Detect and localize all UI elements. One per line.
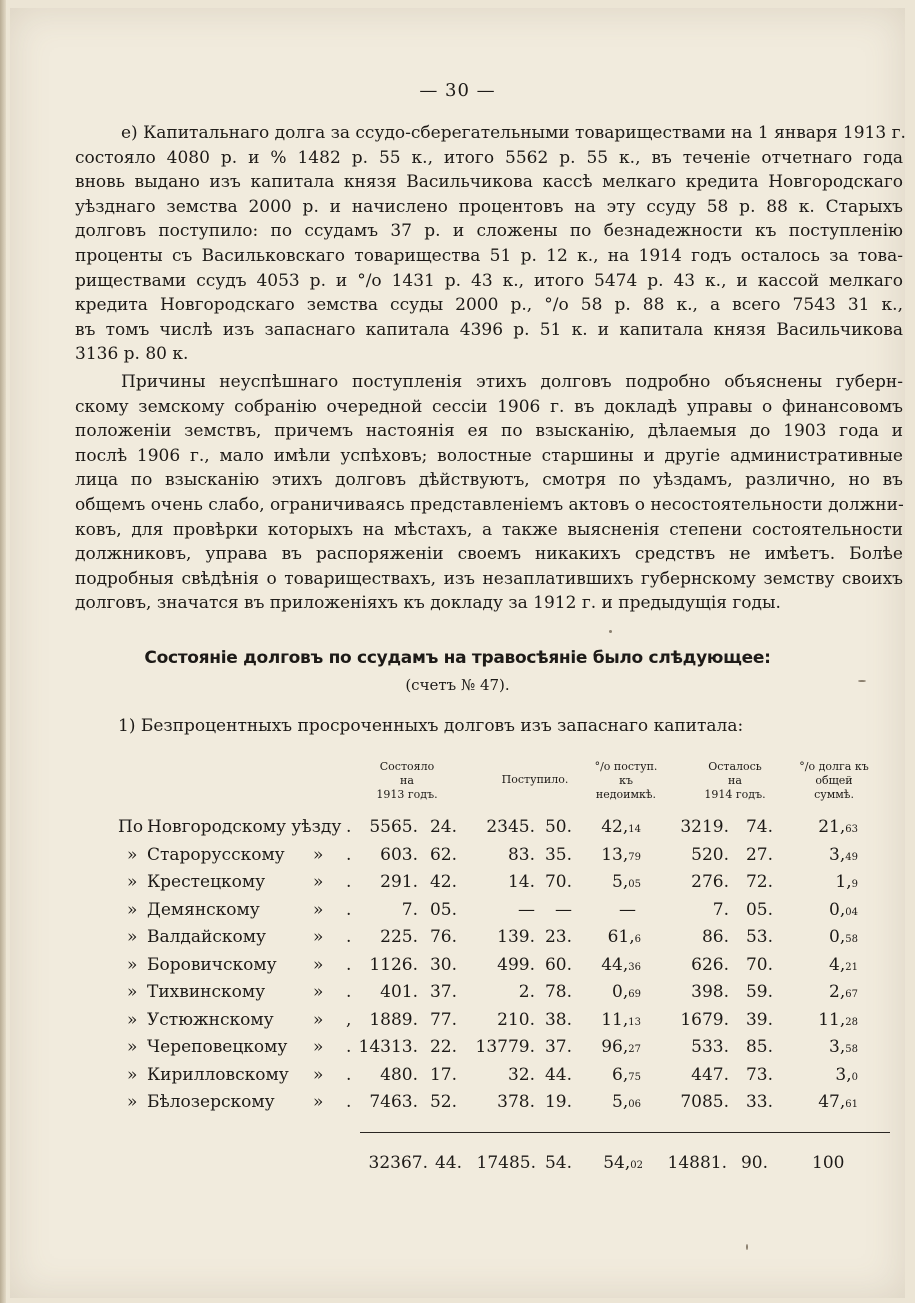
- district-name: Устюжнскому: [147, 1010, 274, 1030]
- cell-1913-rubles: 401.: [380, 982, 418, 1002]
- row-dot: .: [346, 982, 352, 1002]
- row-ditto-prefix: »: [127, 982, 138, 1002]
- row-ditto-prefix: »: [127, 1065, 138, 1085]
- paragraph2-line: послѣ 1906 г., мало имѣли успѣховъ; волостные старшины и другіе административные: [75, 445, 903, 466]
- district-name: Бѣлозерскому: [147, 1092, 275, 1112]
- row-dot: ,: [346, 1010, 352, 1030]
- cell-1914-rubles: 520.: [691, 845, 729, 865]
- ditto-mark: »: [313, 982, 324, 1002]
- paragraph1-line: е) Капитальнаго долга за ссудо-сберегательными товариществами на 1 января 1913 г.: [121, 123, 906, 143]
- column-header-line: 1914 годъ.: [704, 788, 766, 801]
- ditto-mark: »: [313, 955, 324, 975]
- totals-line: [0, 1153, 915, 1179]
- share-frac: 28: [845, 1017, 858, 1028]
- share-int: 47,: [818, 1092, 846, 1112]
- share-frac: 04: [845, 907, 858, 918]
- column-header-line: °/о долга къ: [799, 760, 869, 773]
- pct-frac: 79: [628, 852, 641, 863]
- table-row: [0, 1037, 915, 1063]
- column-header-line: Осталось: [708, 760, 762, 773]
- paragraph1-line: 3136 р. 80 к.: [75, 344, 189, 365]
- cell-received-rubles: 13779.: [475, 1037, 535, 1057]
- paragraph2-line: ковъ, для провѣрки которыхъ на мѣстахъ, а также выясненія степени состоятельности: [75, 519, 903, 540]
- cell-share: [800, 1037, 858, 1057]
- column-header-line: Поступило.: [501, 773, 569, 786]
- cell-1914-kopecks: 39.: [745, 1010, 773, 1030]
- district-name: Новгородскому уѣзду: [147, 817, 342, 837]
- share-int: 2,: [829, 982, 846, 1002]
- paragraph1-line: проценты съ Васильковскаго товарищества 51 р. 12 к., на 1914 годъ осталось за това-: [75, 245, 903, 266]
- cell-1913-rubles: 603.: [380, 845, 418, 865]
- cell-share: [800, 955, 858, 975]
- cell-share: [800, 1010, 858, 1030]
- cell-1914-rubles: 7.: [712, 900, 729, 920]
- district-name: Демянскому: [147, 900, 260, 920]
- cell-1914-kopecks: 33.: [745, 1092, 773, 1112]
- row-dot: .: [346, 900, 352, 920]
- row-dot: .: [346, 872, 352, 892]
- cell-received-rubles: 2345.: [486, 817, 535, 837]
- table-row: [0, 1092, 915, 1118]
- cell-pct-received: [612, 982, 641, 1002]
- row-ditto-prefix: »: [127, 845, 138, 865]
- share-frac: 49: [845, 852, 858, 863]
- row-prefix: По: [118, 817, 144, 837]
- share-int: 1,: [835, 872, 852, 892]
- row-ditto-prefix: »: [127, 872, 138, 892]
- table-row: [0, 872, 915, 898]
- column-header-line: къ: [619, 774, 633, 787]
- cell-received-kopecks: 70.: [544, 872, 572, 892]
- paragraph-capital-debt: [75, 121, 906, 367]
- cell-1913-kopecks: 05.: [429, 900, 457, 920]
- table-row: [0, 1010, 915, 1036]
- share-frac: 9: [851, 879, 858, 890]
- paragraph2-line: подробныя свѣдѣнія о товариществахъ, изъ незаплатившихъ губернскому земству своихъ: [75, 568, 903, 589]
- cell-pct-received: [601, 1010, 641, 1030]
- cell-share: [800, 1092, 858, 1112]
- pct-frac: 36: [628, 962, 641, 973]
- pct-int: 42,: [601, 817, 629, 837]
- column-header-line: °/о поступ.: [594, 760, 658, 773]
- cell-received-kopecks: 78.: [544, 982, 572, 1002]
- ditto-mark: »: [313, 1037, 324, 1057]
- cell-pct-received: [612, 1065, 641, 1085]
- cell-received-kopecks: 38.: [544, 1010, 572, 1030]
- cell-share: [800, 900, 858, 920]
- district-name: Боровичскому: [147, 955, 277, 975]
- cell-1914-kopecks: 70.: [745, 955, 773, 975]
- total-1914-rubles: 14881.: [667, 1153, 727, 1173]
- paragraph1-line: кредита Новгородскаго земства ссуды 2000 р., °/о 58 р. 88 к., а всего 7543 31 к.,: [75, 295, 903, 316]
- share-int: 11,: [818, 1010, 846, 1030]
- cell-1913-kopecks: 24.: [429, 817, 457, 837]
- pct-int: 6,: [612, 1065, 629, 1085]
- row-dot: .: [346, 927, 352, 947]
- row-ditto-prefix: »: [127, 1092, 138, 1112]
- cell-1913-rubles: 14313.: [358, 1037, 418, 1057]
- cell-received-kopecks: 35.: [544, 845, 572, 865]
- cell-received-rubles: 32.: [507, 1065, 535, 1085]
- cell-1913-kopecks: 52.: [429, 1092, 457, 1112]
- ditto-mark: »: [313, 900, 324, 920]
- paragraph2-line: общемъ очень слабо, ограничиваясь представленіемъ актовъ о несостоятельности должни-: [75, 494, 904, 515]
- paper-speck: [858, 680, 866, 682]
- row-dot: .: [346, 817, 352, 837]
- table-row: [0, 982, 915, 1008]
- row-ditto-prefix: »: [127, 955, 138, 975]
- cell-received-rubles: 2.: [518, 982, 535, 1002]
- table-row: [0, 817, 915, 843]
- section-heading: 1) Безпроцентныхъ просроченныхъ долговъ изъ запаснаго капитала:: [118, 716, 744, 736]
- share-int: 3,: [829, 845, 846, 865]
- paper-speck: [609, 630, 612, 633]
- column-header: [786, 760, 882, 802]
- cell-received-rubles: 378.: [497, 1092, 535, 1112]
- paragraph2-line: положеніи земствъ, причемъ настоянія ея по взысканію, дѣлаемыя до 1903 года и: [75, 421, 903, 442]
- pct-int: 44,: [601, 955, 629, 975]
- cell-pct-received: [601, 955, 641, 975]
- column-header-line: Состояло: [379, 760, 435, 773]
- row-dot: .: [346, 955, 352, 975]
- column-header: [694, 760, 776, 802]
- share-frac: 58: [845, 1044, 858, 1055]
- pct-frac: 69: [628, 989, 641, 1000]
- column-header-line: недоимкѣ.: [595, 788, 657, 801]
- cell-pct-received: [601, 845, 641, 865]
- district-name: Тихвинскому: [147, 982, 266, 1002]
- cell-received-kopecks: 37.: [544, 1037, 572, 1057]
- share-int: 0,: [829, 900, 846, 920]
- paragraph2-line: лица по взысканію этихъ долговъ дѣйствуютъ, смотря по уѣздамъ, различно, но въ: [75, 470, 903, 491]
- cell-1913-kopecks: 42.: [429, 872, 457, 892]
- column-header: [367, 760, 447, 802]
- paragraph1-line: состояло 4080 р. и % 1482 р. 55 к., итого 5562 р. 55 к., въ теченіе отчетнаго года: [75, 147, 903, 168]
- cell-pct-received: [608, 927, 641, 947]
- page-number: — 30 —: [419, 80, 496, 101]
- cell-received-kopecks: 23.: [544, 927, 572, 947]
- cell-pct-received: [612, 872, 641, 892]
- ditto-mark: »: [313, 1010, 324, 1030]
- cell-1913-rubles: 291.: [380, 872, 418, 892]
- share-frac: 67: [845, 989, 858, 1000]
- pct-int: 0,: [612, 982, 629, 1002]
- cell-1914-rubles: 447.: [691, 1065, 729, 1085]
- cell-share: [800, 872, 858, 892]
- total-received-rubles: 17485.: [476, 1153, 536, 1173]
- total-pct-received: [603, 1153, 643, 1173]
- cell-1913-kopecks: 22.: [429, 1037, 457, 1057]
- cell-1914-rubles: 398.: [691, 982, 729, 1002]
- district-name: Старорусскому: [147, 845, 285, 865]
- cell-pct-received: —: [619, 900, 636, 920]
- pct-frac: 05: [628, 879, 641, 890]
- paragraph2-line: скому земскому собранію очередной сессіи 1906 г. въ докладѣ управы о финансовомъ: [75, 396, 903, 417]
- ditto-mark: »: [313, 845, 324, 865]
- cell-received-kopecks: 50.: [544, 817, 572, 837]
- cell-received-kopecks: —: [555, 900, 572, 920]
- cell-1913-kopecks: 17.: [429, 1065, 457, 1085]
- cell-1914-kopecks: 59.: [745, 982, 773, 1002]
- district-name: Валдайскому: [147, 927, 266, 947]
- paragraph1-line: вновь выдано изъ капитала князя Васильчикова кассѣ мелкаго кредита Новгородскаго: [75, 172, 903, 193]
- ditto-mark: »: [313, 1092, 324, 1112]
- column-header-line: общей: [815, 774, 853, 787]
- cell-pct-received: [601, 817, 641, 837]
- cell-received-rubles: 83.: [507, 845, 535, 865]
- cell-share: [800, 927, 858, 947]
- cell-1913-rubles: 5565.: [369, 817, 418, 837]
- share-frac: 0: [851, 1072, 858, 1083]
- column-header: [490, 773, 580, 787]
- row-ditto-prefix: »: [127, 1037, 138, 1057]
- pct-int: 61,: [607, 927, 635, 947]
- row-ditto-prefix: »: [127, 1010, 138, 1030]
- share-frac: 61: [845, 1099, 858, 1110]
- cell-1914-rubles: 626.: [691, 955, 729, 975]
- cell-1914-kopecks: 73.: [745, 1065, 773, 1085]
- pct-int: 96,: [601, 1037, 629, 1057]
- pct-frac: 75: [628, 1072, 641, 1083]
- cell-1914-rubles: 3219.: [680, 817, 729, 837]
- paper-speck: [746, 1244, 748, 1250]
- table-row: [0, 845, 915, 871]
- column-header-line: на: [400, 774, 414, 787]
- cell-1913-rubles: 225.: [380, 927, 418, 947]
- cell-1913-kopecks: 77.: [429, 1010, 457, 1030]
- total-received-kopecks: 54.: [544, 1153, 572, 1173]
- column-header: [586, 760, 666, 802]
- paragraph1-line: уѣзднаго земства 2000 р. и начислено процентовъ на эту ссуду 58 р. 88 к. Старыхъ: [75, 196, 903, 217]
- cell-1914-rubles: 533.: [691, 1037, 729, 1057]
- pct-frac: 06: [628, 1099, 641, 1110]
- paragraph2-line: должниковъ, управа въ распоряженіи своемъ никакихъ средствъ не имѣетъ. Болѣе: [75, 544, 903, 565]
- cell-1914-rubles: 86.: [701, 927, 729, 947]
- total-share: 100: [812, 1153, 845, 1173]
- ditto-mark: »: [313, 1065, 324, 1085]
- cell-1914-kopecks: 85.: [745, 1037, 773, 1057]
- cell-received-rubles: 139.: [497, 927, 535, 947]
- column-header-line: суммѣ.: [814, 788, 854, 801]
- table-row: [0, 900, 915, 926]
- column-header-line: на: [728, 774, 742, 787]
- cell-1913-rubles: 1889.: [369, 1010, 418, 1030]
- paragraph2-line: Причины неуспѣшнаго поступленія этихъ долговъ подробно объяснены губерн-: [121, 372, 903, 392]
- cell-1913-rubles: 480.: [380, 1065, 418, 1085]
- cell-received-rubles: 499.: [497, 955, 535, 975]
- pct-int: 5,: [612, 872, 629, 892]
- share-frac: 58: [845, 934, 858, 945]
- ditto-mark: »: [313, 927, 324, 947]
- pct-int: 5,: [612, 1092, 629, 1112]
- table-title: Состояніе долговъ по ссудамъ на травосѣяніе было слѣдующее:: [144, 648, 771, 668]
- row-dot: .: [346, 1037, 352, 1057]
- cell-1913-rubles: 7463.: [369, 1092, 418, 1112]
- table-subtitle: (счетъ № 47).: [405, 676, 510, 694]
- column-header-line: 1913 годъ.: [376, 788, 438, 801]
- cell-1913-rubles: 7.: [401, 900, 418, 920]
- cell-received-kopecks: 19.: [544, 1092, 572, 1112]
- total-1914-kopecks: 90.: [740, 1153, 768, 1173]
- cell-1913-kopecks: 76.: [429, 927, 457, 947]
- table-row: [0, 955, 915, 981]
- cell-1914-kopecks: 53.: [745, 927, 773, 947]
- cell-1913-kopecks: 37.: [429, 982, 457, 1002]
- cell-1914-rubles: 7085.: [680, 1092, 729, 1112]
- paragraph1-line: долговъ поступило: по ссудамъ 37 р. и сложены по безнадежности къ поступленію: [75, 221, 903, 242]
- cell-1913-rubles: 1126.: [369, 955, 418, 975]
- ditto-mark: »: [313, 872, 324, 892]
- pct-frac: 14: [628, 824, 641, 835]
- pct-int: 11,: [601, 1010, 629, 1030]
- cell-received-kopecks: 44.: [544, 1065, 572, 1085]
- row-ditto-prefix: »: [127, 900, 138, 920]
- cell-share: [800, 982, 858, 1002]
- paragraph-causes: [75, 370, 903, 616]
- cell-received-kopecks: 60.: [544, 955, 572, 975]
- pct-frac: 13: [628, 1017, 641, 1028]
- share-int: 21,: [818, 817, 846, 837]
- total-rule: [360, 1132, 890, 1133]
- pct-frac: 27: [628, 1044, 641, 1055]
- table-row: [0, 927, 915, 953]
- cell-received-rubles: 14.: [507, 872, 535, 892]
- cell-1914-kopecks: 74.: [745, 817, 773, 837]
- total-1913-kopecks: 44.: [434, 1153, 462, 1173]
- cell-1914-kopecks: 05.: [745, 900, 773, 920]
- share-int: 3,: [835, 1065, 852, 1085]
- cell-share: [800, 817, 858, 837]
- paragraph1-line: въ томъ числѣ изъ запаснаго капитала 4396 р. 51 к. и капитала князя Васильчикова: [75, 319, 903, 340]
- table-row: [0, 1065, 915, 1091]
- cell-received-rubles: —: [518, 900, 535, 920]
- row-ditto-prefix: »: [127, 927, 138, 947]
- paragraph2-line: долговъ, значатся въ приложеніяхъ къ докладу за 1912 г. и предыдущія годы.: [75, 593, 781, 614]
- total-1913-rubles: 32367.: [368, 1153, 428, 1173]
- pct-frac: 6: [634, 934, 641, 945]
- paragraph1-line: риществами ссудъ 4053 р. и °/о 1431 р. 43 к., итого 5474 р. 43 к., и кассой мелкаго: [75, 270, 903, 291]
- pct-int: 13,: [601, 845, 629, 865]
- pct-frac: 02: [630, 1160, 643, 1171]
- cell-share: [800, 845, 858, 865]
- cell-1914-rubles: 1679.: [680, 1010, 729, 1030]
- cell-1914-kopecks: 27.: [745, 845, 773, 865]
- cell-received-rubles: 210.: [497, 1010, 535, 1030]
- cell-share: [800, 1065, 858, 1085]
- share-int: 3,: [829, 1037, 846, 1057]
- cell-1914-rubles: 276.: [691, 872, 729, 892]
- district-name: Череповецкому: [147, 1037, 288, 1057]
- cell-1914-kopecks: 72.: [745, 872, 773, 892]
- row-dot: .: [346, 845, 352, 865]
- cell-1913-kopecks: 62.: [429, 845, 457, 865]
- row-dot: .: [346, 1092, 352, 1112]
- share-frac: 21: [845, 962, 858, 973]
- district-name: Кирилловскому: [147, 1065, 289, 1085]
- row-dot: .: [346, 1065, 352, 1085]
- cell-1913-kopecks: 30.: [429, 955, 457, 975]
- share-frac: 63: [845, 824, 858, 835]
- cell-pct-received: [612, 1092, 641, 1112]
- share-int: 0,: [829, 927, 846, 947]
- district-name: Крестецкому: [147, 872, 266, 892]
- pct-int: 54,: [603, 1153, 631, 1173]
- share-int: 4,: [829, 955, 846, 975]
- cell-pct-received: [601, 1037, 641, 1057]
